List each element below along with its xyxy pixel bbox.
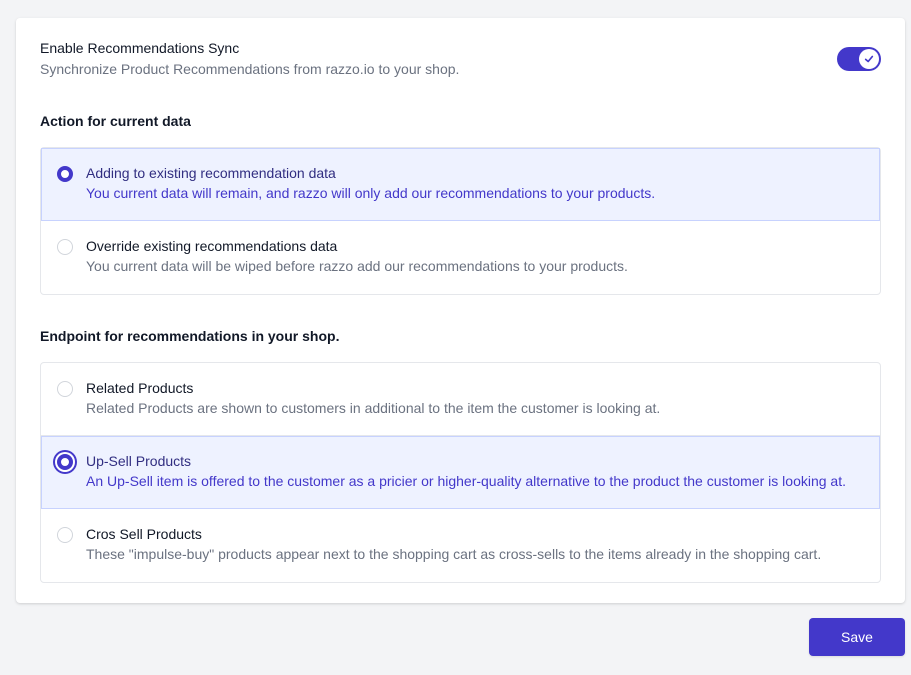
radio-button[interactable] — [57, 239, 73, 255]
settings-card — [16, 18, 905, 603]
sync-toggle[interactable] — [837, 47, 881, 71]
option-label: Cros Sell Products — [86, 526, 202, 542]
radio-button-selected[interactable] — [57, 166, 73, 182]
check-icon — [864, 54, 874, 64]
option-description: You current data will remain, and razzo will only add our recommendations to your products. — [86, 185, 656, 201]
option-description: Related Products are shown to customers in additional to the item the customer is looking at. — [86, 400, 661, 416]
endpoint-option-related[interactable] — [41, 363, 880, 436]
option-description: You current data will be wiped before razzo add our recommendations to your products. — [86, 258, 628, 274]
option-label: Override existing recommendations data — [86, 238, 338, 254]
endpoint-option-crosssell[interactable] — [41, 509, 880, 582]
option-label: Adding to existing recommendation data — [86, 165, 336, 181]
toggle-knob — [859, 49, 879, 69]
option-label: Related Products — [86, 380, 194, 396]
option-description: An Up-Sell item is offered to the customer as a pricier or higher-quality alternative to the product the customer is looking at. — [86, 473, 846, 489]
save-button[interactable]: Save — [809, 618, 905, 656]
action-radio-group — [40, 147, 881, 295]
endpoint-radio-group — [40, 362, 881, 583]
action-section-title: Action for current data — [40, 113, 191, 129]
option-label: Up-Sell Products — [86, 453, 192, 469]
radio-button-selected[interactable] — [57, 454, 73, 470]
sync-title: Enable Recommendations Sync — [40, 40, 240, 56]
action-option-add[interactable] — [41, 148, 880, 221]
option-description: These "impulse-buy" products appear next to the shopping cart as cross-sells to the items already in the shopping cart. — [86, 546, 822, 562]
endpoint-section-title: Endpoint for recommendations in your shop. — [40, 328, 340, 344]
sync-description: Synchronize Product Recommendations from razzo.io to your shop. — [40, 61, 460, 77]
radio-button[interactable] — [57, 381, 73, 397]
endpoint-option-upsell[interactable] — [41, 436, 880, 509]
radio-button[interactable] — [57, 527, 73, 543]
action-option-override[interactable] — [41, 221, 880, 294]
